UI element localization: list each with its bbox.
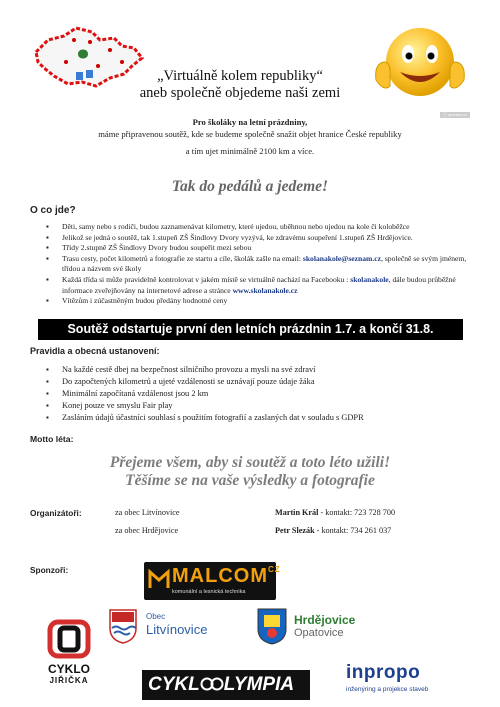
litvinovice-line2: Litvínovice (146, 622, 208, 637)
organizer-org: za obec Hrdějovice (115, 526, 179, 535)
opatovice-line2: Opatovice (294, 627, 344, 639)
list-item: ▪ Do započtených kilometrů a ujeté vzdálenosti se uznávají pouze údaje žáka (40, 376, 470, 388)
list-item: ▪ Třídy 2.stupně ZŠ Šindlovy Dvory budou soupeřit mezi sebou (40, 243, 470, 254)
litvinovice-coat-of-arms-icon (108, 608, 138, 644)
olympic-rings-icon (200, 675, 224, 689)
cyklo-jiricka-emblem-icon (46, 618, 92, 660)
hrdejovice-opatovice-logo (256, 607, 386, 647)
what-list (40, 222, 470, 307)
organizer-name: Petr Slezák - kontakt: 734 261 037 (275, 526, 392, 535)
litvinovice-line1: Obec (146, 612, 166, 621)
section-heading-rules: Pravidla a obecná ustanovení: (30, 346, 160, 356)
slogan: Tak do pedálů a jedeme! (171, 178, 329, 195)
malcom-cz: CZ (267, 565, 281, 574)
cyklo-jiricka-logo (38, 618, 100, 690)
sponsors-label: Sponzoři: (30, 565, 69, 575)
facebook-link[interactable]: skolanakole (350, 274, 389, 284)
list-item: ▪ Trasu cesty, počet kilometrů a fotografie ze startu a cíle, školák zašle na email: skolanakole@seznam.cz, společně se svým jménem, třídou a názvem své školy (40, 254, 470, 275)
smiley-caption: ⓒ seznam.cz (440, 112, 470, 118)
intro-line-1: Pro školáky na letní prázdniny, (192, 117, 308, 127)
list-item: ▪ Jelikož se jedná o soutěž, tak 1.stupeň ZŠ Šindlovy Dvory vyzývá, ke zdravému soupeření 1.stupeň ZŠ Hrdějovice. (40, 233, 470, 244)
list-item: ▪ Minimální započítaná vzdálenost jsou 2 km (40, 388, 470, 400)
opatovice-line1: Hrdějovice (294, 613, 356, 627)
intro-line-3: a tím ujet minimálně 2100 km a více. (185, 146, 315, 156)
section-heading-what: O co jde? (30, 205, 76, 216)
inpropo-name: inpropo (346, 662, 421, 683)
rules-list (40, 364, 470, 424)
organizers-label: Organizátoři: (30, 508, 82, 518)
list-item: ▪ Konej pouze ve smyslu Fair play (40, 400, 470, 412)
list-item: ▪ Na každé cestě dbej na bezpečnost silničního provozu a mysli na své zdraví (40, 364, 470, 376)
motto-text (0, 454, 500, 490)
cyklo-jiricka-line2: JIŘIČKA (49, 676, 89, 685)
cyklo-jiricka-line1: CYKLO (48, 662, 90, 676)
cyklolympia-part-a: CYKL (148, 674, 200, 695)
list-item: ▪ Zasláním údajů účastníci souhlasí s použitím fotografií a zaslaných dat v souladu s GDPR (40, 412, 470, 424)
malcom-subtitle: komunální a lesnická technika (172, 589, 246, 595)
thumbs-up-smiley-icon (370, 20, 470, 112)
list-item: ▪ Děti, samy nebo s rodiči, budou zaznamenávat kilometry, které ujedou, uběhnou nebo ujedou na kole či koloběžce (40, 222, 470, 233)
title-line-2: aneb společně objedeme naši zemi (139, 85, 341, 101)
list-item: ▪ Každá třída si může pravidelně kontrolovat v jakém místě se virtuálně nachází na Facebooku : skolanakole, dále budou průběžné informace zveřejňovány na internetové adrese a stránce www.skolanakole.cz (40, 275, 470, 296)
email-link[interactable]: skolanakole@seznam.cz (302, 253, 382, 263)
website-link[interactable]: www.skolanakole.cz (232, 285, 298, 295)
start-date-banner: Soutěž odstartuje první den letních prázdnin 1.7. a končí 31.8. (38, 319, 463, 340)
organizer-name: Martin Král - kontakt: 723 728 700 (275, 508, 396, 517)
intro-text (40, 116, 460, 157)
page-title (100, 68, 380, 102)
malcom-logo (144, 562, 281, 600)
organizer-org: za obec Litvínovice (115, 508, 180, 517)
hrdejovice-coat-of-arms-icon (256, 607, 288, 645)
malcom-name: MALCOM (172, 565, 268, 587)
section-heading-motto: Motto léta: (30, 434, 74, 444)
motto-line-2: Těšíme se na vaše výsledky a fotografie (125, 472, 375, 489)
inpropo-logo (340, 660, 480, 700)
litvinovice-logo (108, 606, 218, 646)
cyklolympia-part-b: LYMPIA (223, 674, 295, 695)
list-item: ▪ Vítězům i zúčastněným budou předány hodnotné ceny (40, 296, 470, 307)
malcom-m-icon (148, 568, 170, 590)
cyklolympia-logo (142, 670, 310, 700)
title-line-1: „Virtuálně kolem republiky“ (157, 68, 323, 84)
intro-line-2: máme připravenou soutěž, kde se budeme společně snažit objet hranice České republiky (98, 129, 402, 139)
motto-line-1: Přejeme všem, aby si soutěž a toto léto užili! (109, 454, 391, 471)
inpropo-subtitle: inženýring a projekce staveb (346, 686, 429, 693)
